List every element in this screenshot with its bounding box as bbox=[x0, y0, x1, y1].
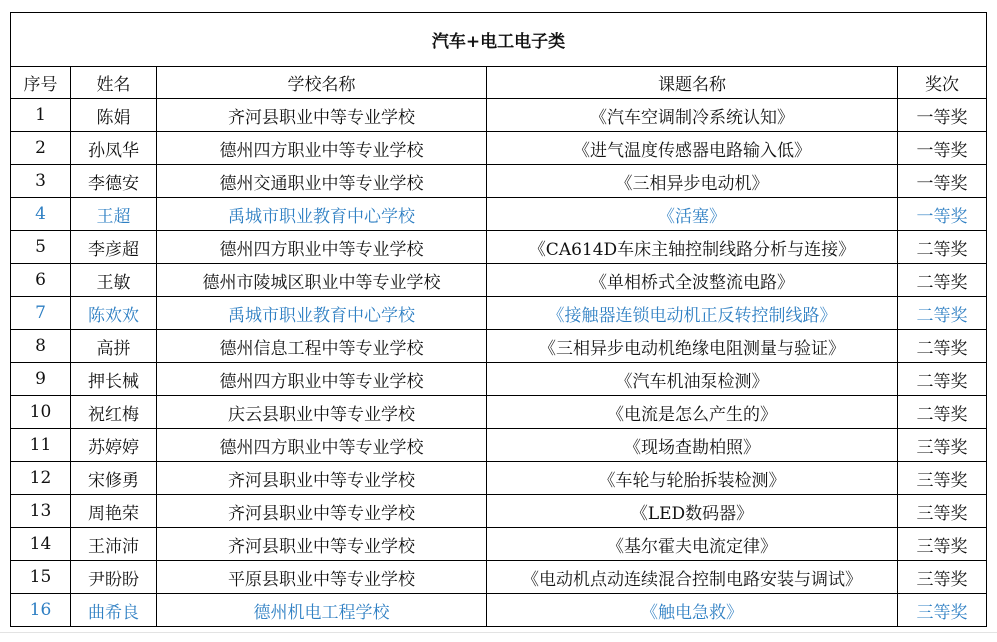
cell-school: 德州信息工程中等专业学校 bbox=[157, 330, 487, 363]
cell-name: 孙凤华 bbox=[71, 132, 157, 165]
cell-no: 4 bbox=[11, 198, 71, 231]
cell-topic: 《汽车空调制冷系统认知》 bbox=[487, 99, 898, 132]
cell-no: 11 bbox=[11, 429, 71, 462]
cell-award: 三等奖 bbox=[898, 561, 987, 594]
cell-name: 王沛沛 bbox=[71, 528, 157, 561]
cell-topic: 《三相异步电动机》 bbox=[487, 165, 898, 198]
cell-award: 二等奖 bbox=[898, 363, 987, 396]
cell-name: 王超 bbox=[71, 198, 157, 231]
cell-name: 祝红梅 bbox=[71, 396, 157, 429]
cell-award: 三等奖 bbox=[898, 594, 987, 627]
cell-award: 一等奖 bbox=[898, 132, 987, 165]
header-name: 姓名 bbox=[71, 67, 157, 99]
cell-no: 15 bbox=[11, 561, 71, 594]
cell-school: 德州机电工程学校 bbox=[157, 594, 487, 627]
cell-award: 二等奖 bbox=[898, 297, 987, 330]
cell-no: 2 bbox=[11, 132, 71, 165]
page-bottom-line bbox=[0, 632, 997, 633]
table-row bbox=[11, 429, 987, 462]
cell-topic: 《车轮与轮胎拆装检测》 bbox=[487, 462, 898, 495]
cell-no: 6 bbox=[11, 264, 71, 297]
header-award: 奖次 bbox=[898, 67, 987, 99]
table-row bbox=[11, 264, 987, 297]
cell-award: 二等奖 bbox=[898, 330, 987, 363]
award-table bbox=[10, 12, 987, 627]
cell-school: 齐河县职业中等专业学校 bbox=[157, 495, 487, 528]
cell-name: 周艳荣 bbox=[71, 495, 157, 528]
cell-school: 齐河县职业中等专业学校 bbox=[157, 528, 487, 561]
table-row bbox=[11, 330, 987, 363]
cell-topic: 《现场查勘柏照》 bbox=[487, 429, 898, 462]
cell-topic: 《基尔霍夫电流定律》 bbox=[487, 528, 898, 561]
cell-award: 一等奖 bbox=[898, 198, 987, 231]
cell-topic: 《触电急救》 bbox=[487, 594, 898, 627]
cell-school: 德州市陵城区职业中等专业学校 bbox=[157, 264, 487, 297]
cell-school: 齐河县职业中等专业学校 bbox=[157, 99, 487, 132]
cell-school: 庆云县职业中等专业学校 bbox=[157, 396, 487, 429]
cell-award: 三等奖 bbox=[898, 429, 987, 462]
cell-award: 三等奖 bbox=[898, 528, 987, 561]
table-row bbox=[11, 198, 987, 231]
cell-topic: 《电流是怎么产生的》 bbox=[487, 396, 898, 429]
cell-topic: 《三相异步电动机绝缘电阻测量与验证》 bbox=[487, 330, 898, 363]
table-row bbox=[11, 594, 987, 627]
cell-name: 押长械 bbox=[71, 363, 157, 396]
table-row bbox=[11, 561, 987, 594]
cell-name: 陈欢欢 bbox=[71, 297, 157, 330]
cell-award: 二等奖 bbox=[898, 396, 987, 429]
cell-no: 1 bbox=[11, 99, 71, 132]
cell-no: 7 bbox=[11, 297, 71, 330]
table-header-row bbox=[11, 67, 987, 99]
cell-school: 禹城市职业教育中心学校 bbox=[157, 198, 487, 231]
cell-award: 三等奖 bbox=[898, 462, 987, 495]
cell-name: 王敏 bbox=[71, 264, 157, 297]
cell-no: 12 bbox=[11, 462, 71, 495]
cell-award: 二等奖 bbox=[898, 231, 987, 264]
table-row bbox=[11, 528, 987, 561]
cell-no: 10 bbox=[11, 396, 71, 429]
cell-award: 一等奖 bbox=[898, 165, 987, 198]
cell-name: 尹盼盼 bbox=[71, 561, 157, 594]
cell-no: 9 bbox=[11, 363, 71, 396]
cell-name: 宋修勇 bbox=[71, 462, 157, 495]
cell-school: 德州交通职业中等专业学校 bbox=[157, 165, 487, 198]
cell-school: 禹城市职业教育中心学校 bbox=[157, 297, 487, 330]
table-row bbox=[11, 297, 987, 330]
cell-school: 德州四方职业中等专业学校 bbox=[157, 363, 487, 396]
table-row bbox=[11, 462, 987, 495]
table-body bbox=[11, 99, 987, 627]
cell-award: 二等奖 bbox=[898, 264, 987, 297]
cell-no: 5 bbox=[11, 231, 71, 264]
header-topic: 课题名称 bbox=[487, 67, 898, 99]
table-row bbox=[11, 99, 987, 132]
document-sheet bbox=[10, 12, 986, 627]
table-row bbox=[11, 165, 987, 198]
cell-name: 李德安 bbox=[71, 165, 157, 198]
cell-topic: 《接触器连锁电动机正反转控制线路》 bbox=[487, 297, 898, 330]
cell-school: 齐河县职业中等专业学校 bbox=[157, 462, 487, 495]
cell-award: 一等奖 bbox=[898, 99, 987, 132]
cell-school: 德州四方职业中等专业学校 bbox=[157, 132, 487, 165]
cell-topic: 《LED数码器》 bbox=[487, 495, 898, 528]
table-title: 汽车+电工电子类 bbox=[11, 13, 987, 67]
table-row bbox=[11, 495, 987, 528]
cell-topic: 《进气温度传感器电路输入低》 bbox=[487, 132, 898, 165]
table-row bbox=[11, 231, 987, 264]
table-row bbox=[11, 132, 987, 165]
cell-topic: 《CA614D车床主轴控制线路分析与连接》 bbox=[487, 231, 898, 264]
cell-no: 16 bbox=[11, 594, 71, 627]
cell-school: 德州四方职业中等专业学校 bbox=[157, 429, 487, 462]
cell-name: 苏婷婷 bbox=[71, 429, 157, 462]
cell-topic: 《活塞》 bbox=[487, 198, 898, 231]
table-row bbox=[11, 396, 987, 429]
cell-name: 曲希良 bbox=[71, 594, 157, 627]
cell-award: 三等奖 bbox=[898, 495, 987, 528]
header-school: 学校名称 bbox=[157, 67, 487, 99]
cell-name: 陈娟 bbox=[71, 99, 157, 132]
header-no: 序号 bbox=[11, 67, 71, 99]
cell-topic: 《单相桥式全波整流电路》 bbox=[487, 264, 898, 297]
cell-no: 13 bbox=[11, 495, 71, 528]
table-title-row bbox=[11, 13, 987, 67]
cell-topic: 《电动机点动连续混合控制电路安装与调试》 bbox=[487, 561, 898, 594]
cell-name: 李彦超 bbox=[71, 231, 157, 264]
cell-school: 德州四方职业中等专业学校 bbox=[157, 231, 487, 264]
cell-no: 3 bbox=[11, 165, 71, 198]
cell-no: 14 bbox=[11, 528, 71, 561]
cell-topic: 《汽车机油泵检测》 bbox=[487, 363, 898, 396]
cell-name: 高拼 bbox=[71, 330, 157, 363]
cell-school: 平原县职业中等专业学校 bbox=[157, 561, 487, 594]
table-row bbox=[11, 363, 987, 396]
cell-no: 8 bbox=[11, 330, 71, 363]
